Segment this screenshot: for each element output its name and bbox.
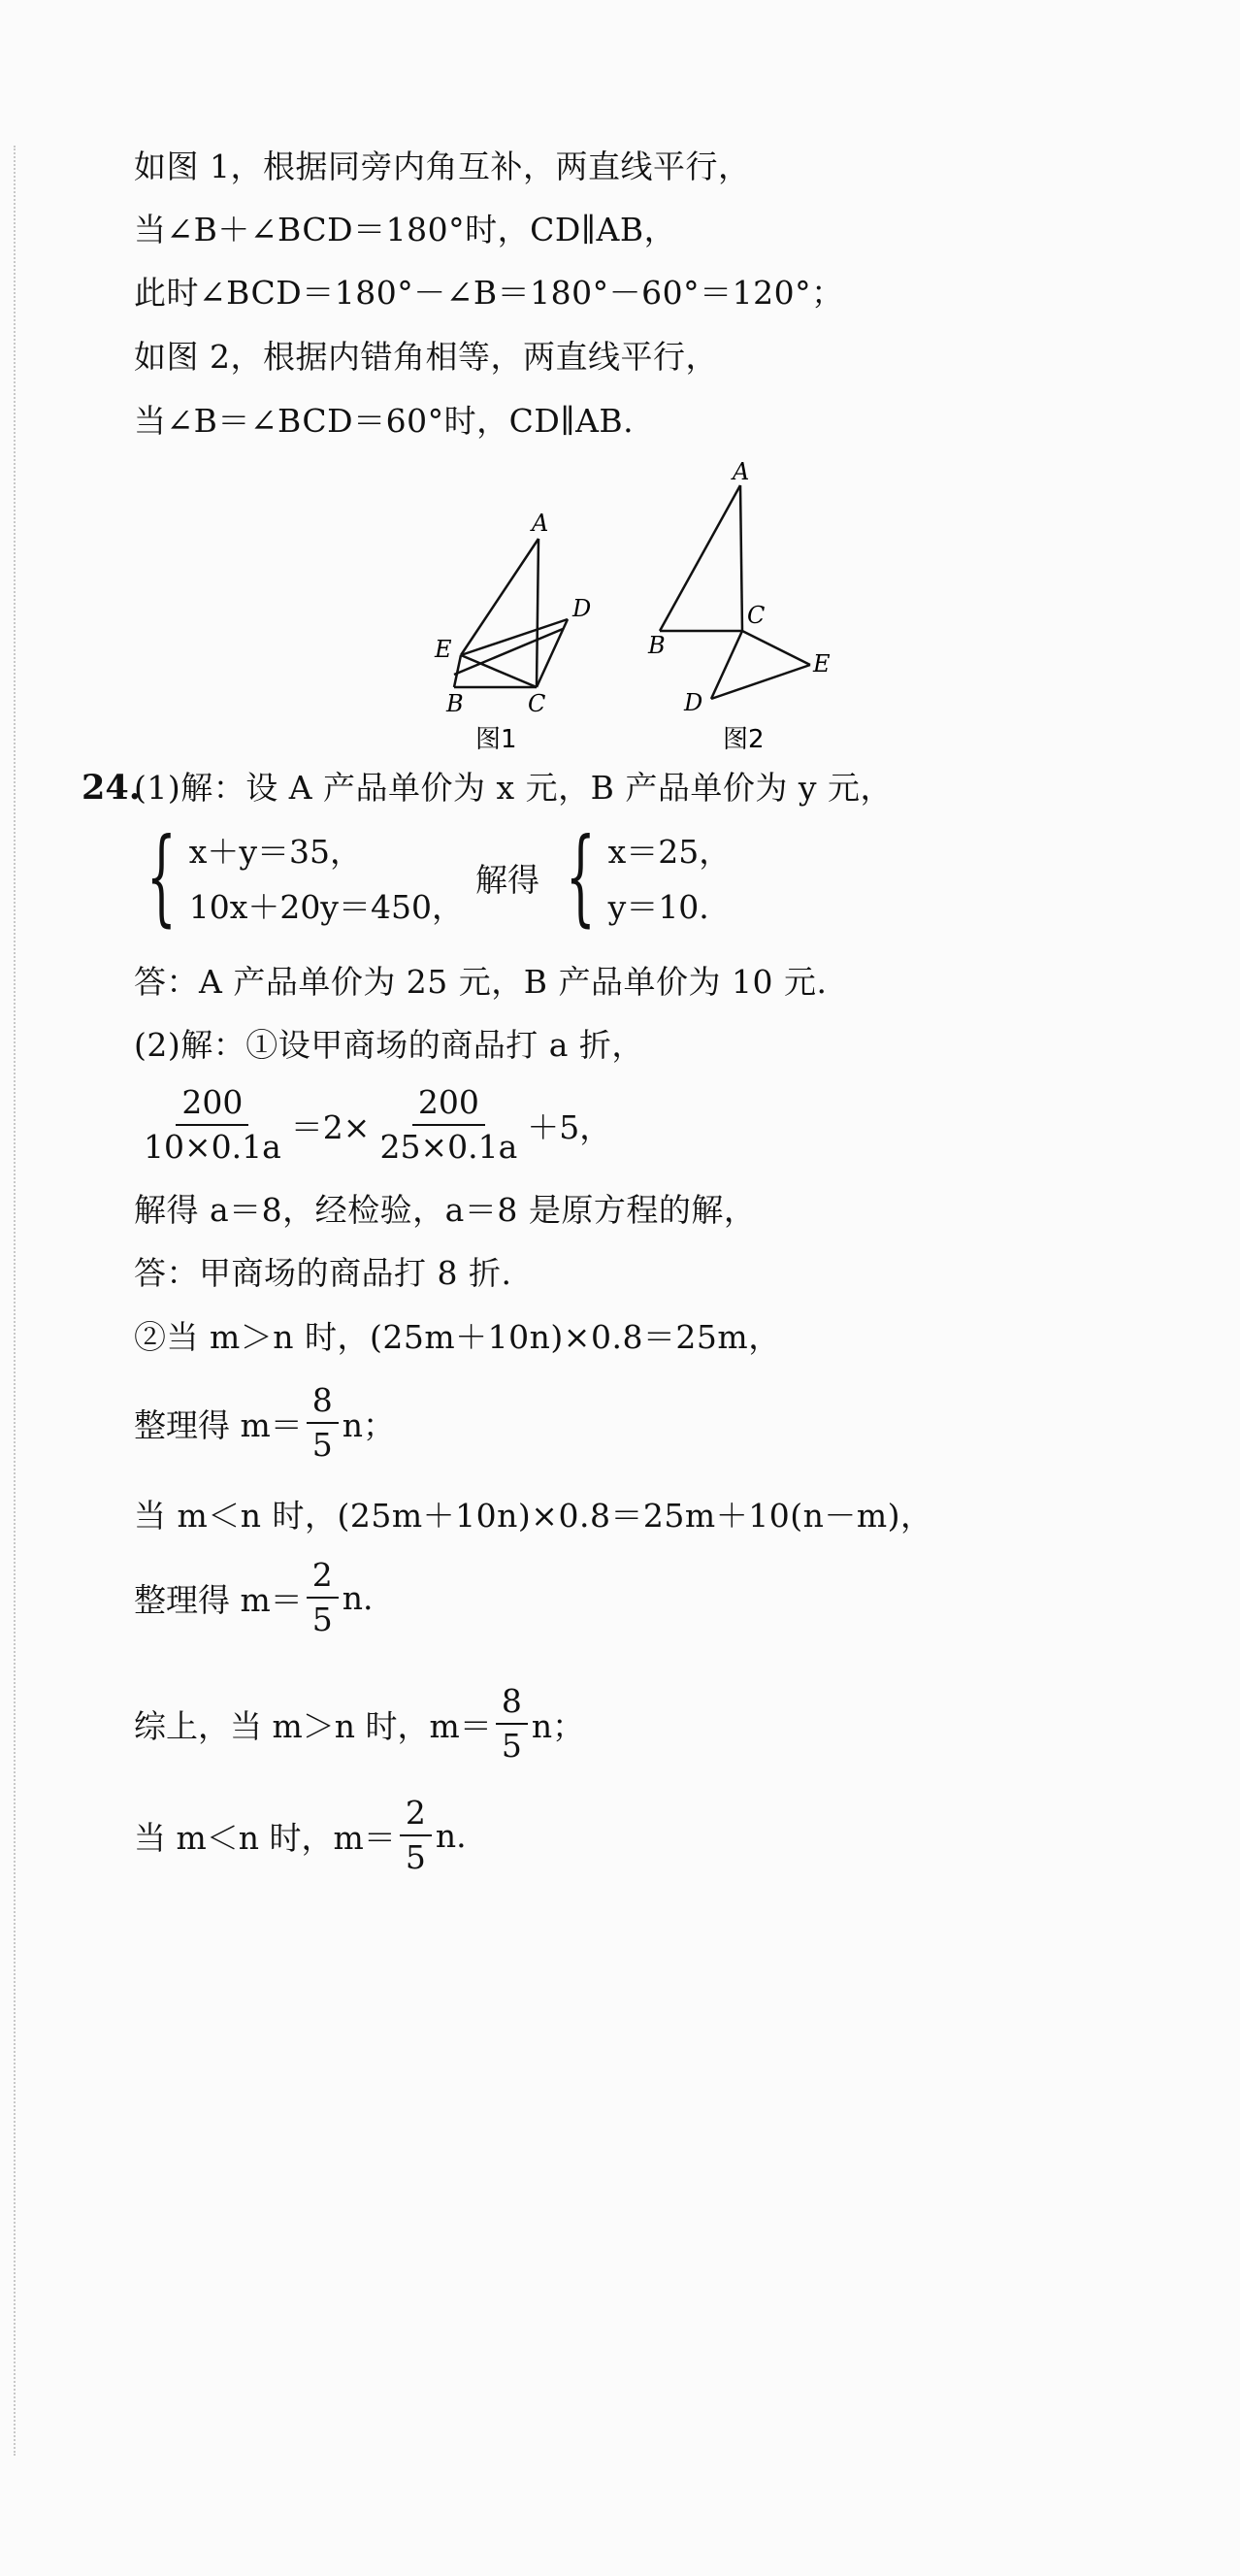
segment-DE xyxy=(711,665,810,699)
equation-tail: ＋5， xyxy=(527,1107,612,1146)
answer-a: 答：甲商场的商品打 8 折. xyxy=(134,1254,512,1292)
case2: 当 m＜n 时，(25m＋10n)×0.8＝25m＋10(n－m)， xyxy=(134,1497,933,1535)
segment-CE xyxy=(742,631,810,665)
summary-2 xyxy=(134,1796,467,1875)
denominator: 5 xyxy=(405,1838,426,1876)
denominator: 10×0.1a xyxy=(144,1128,281,1166)
part2-intro: (2)解：①设甲商场的商品打 a 折， xyxy=(134,1026,644,1064)
numerator: 8 xyxy=(496,1684,528,1725)
result-prefix: 整理得 m＝ xyxy=(134,1405,303,1444)
solve-word: 解得 xyxy=(474,860,539,899)
solution-line: 如图 2，根据内错角相等，两直线平行， xyxy=(134,338,718,376)
equation-system xyxy=(128,816,732,938)
case1-result xyxy=(134,1383,395,1463)
case1: ②当 m＞n 时，(25m＋10n)×0.8＝25m， xyxy=(134,1318,781,1356)
summary-1 xyxy=(134,1684,584,1764)
question-number: 24. xyxy=(82,768,141,808)
fraction xyxy=(307,1383,339,1463)
figure-2-caption: 图2 xyxy=(723,725,765,754)
result-suffix: n. xyxy=(435,1816,467,1855)
figure-2 xyxy=(640,456,834,762)
result-prefix: 整理得 m＝ xyxy=(134,1580,303,1619)
denominator: 5 xyxy=(501,1727,522,1765)
result-suffix: n. xyxy=(342,1578,374,1617)
denominator: 25×0.1a xyxy=(379,1128,518,1166)
result-suffix: n； xyxy=(531,1706,585,1745)
denominator: 5 xyxy=(311,1601,333,1638)
numerator: 8 xyxy=(307,1383,339,1424)
left-brace: { xyxy=(146,816,177,938)
segment-AB xyxy=(660,485,740,631)
segment-EC xyxy=(461,655,537,687)
label-D: D xyxy=(684,689,703,716)
solution-y: y＝10. xyxy=(607,888,709,926)
segment-AB-part xyxy=(461,539,538,655)
numerator: 2 xyxy=(400,1796,432,1836)
label-E: E xyxy=(813,650,831,677)
result-suffix: n； xyxy=(342,1405,396,1444)
label-C: C xyxy=(528,690,546,717)
label-E: E xyxy=(435,636,452,663)
result-prefix: 当 m＜n 时，m＝ xyxy=(134,1818,396,1857)
solution-line: 如图 1，根据同旁内角互补，两直线平行， xyxy=(134,148,751,185)
solution-line: 当∠B＋∠BCD＝180°时，CD∥AB， xyxy=(134,211,677,248)
figure-1 xyxy=(427,510,611,762)
segment-AC xyxy=(740,485,742,631)
part1-answer: 答：A 产品单价为 25 元，B 产品单价为 10 元. xyxy=(134,963,828,1001)
fraction xyxy=(374,1085,523,1165)
label-C: C xyxy=(747,602,766,629)
solution-x: x＝25， xyxy=(607,833,732,871)
label-A: A xyxy=(733,458,750,485)
system-eq1: x＋y＝35， xyxy=(188,833,362,871)
case2-result xyxy=(134,1558,374,1637)
fraction xyxy=(400,1796,432,1875)
fraction xyxy=(138,1085,287,1165)
fraction xyxy=(496,1684,528,1764)
label-D: D xyxy=(572,595,592,622)
part1-intro: (1)解：设 A 产品单价为 x 元，B 产品单价为 y 元， xyxy=(134,769,894,807)
equation-middle: ＝2× xyxy=(290,1107,371,1146)
numerator: 200 xyxy=(412,1085,485,1126)
result-prefix: 综上，当 m＞n 时，m＝ xyxy=(134,1706,492,1745)
solution-line: 当∠B＝∠BCD＝60°时，CD∥AB. xyxy=(134,402,635,440)
solution-line: 此时∠BCD＝180°－∠B＝180°－60°＝120°； xyxy=(134,274,844,312)
margin-dotted-rule xyxy=(14,146,16,2456)
label-A: A xyxy=(532,510,549,537)
system-eq2: 10x＋20y＝450， xyxy=(188,888,464,926)
numerator: 2 xyxy=(307,1558,339,1599)
solve-a: 解得 a＝8，经检验，a＝8 是原方程的解， xyxy=(134,1191,757,1229)
figure-1-caption: 图1 xyxy=(475,725,517,754)
denominator: 5 xyxy=(311,1426,333,1464)
left-brace: { xyxy=(565,816,596,938)
discount-equation xyxy=(134,1085,611,1165)
label-B: B xyxy=(446,690,464,717)
numerator: 200 xyxy=(176,1085,248,1126)
fraction xyxy=(307,1558,339,1637)
segment-AC xyxy=(537,539,538,687)
label-B: B xyxy=(648,632,666,659)
